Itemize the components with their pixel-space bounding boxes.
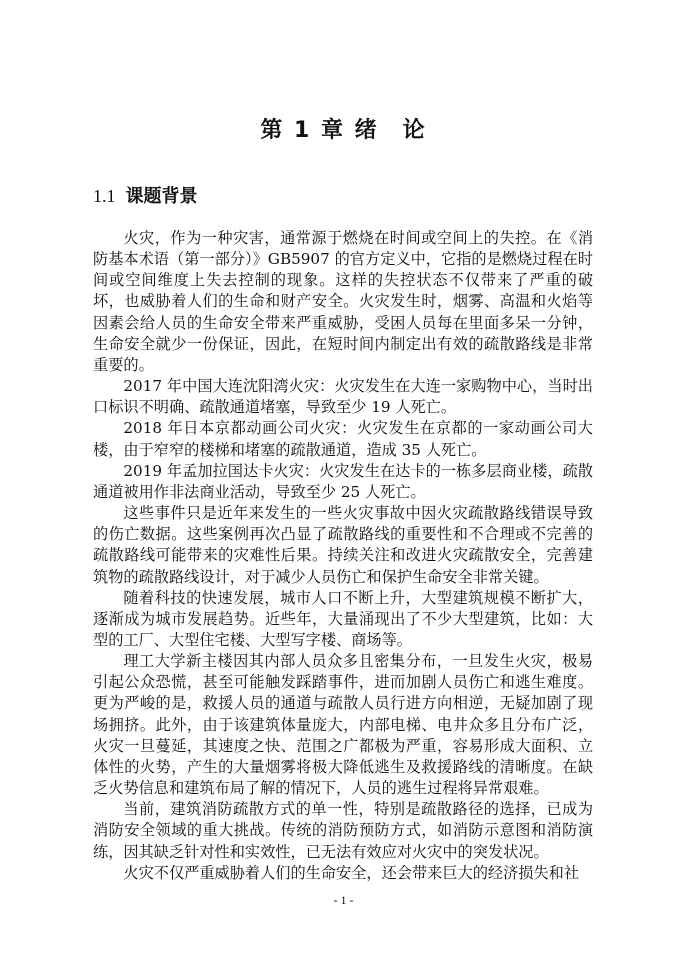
paragraph-urban-development: 随着科技的快速发展，城市人口不断上升，大型建筑规模不断扩大，逐渐成为城市发展趋势。近些年，大量涌现出了不少大型建筑，比如：大型的工厂、大型住宅楼、大型写字楼、商场等。: [93, 588, 593, 649]
paragraph-dalian-fire: 2017 年中国大连沈阳湾火灾：火灾发生在大连一家购物中心，当时出口标识不明确、疏散通道堵塞，导致至少 19 人死亡。: [93, 377, 593, 417]
paragraph-economic-loss: 火灾不仅严重威胁着人们的生命安全，还会带来巨大的经济损失和社: [123, 863, 580, 882]
paragraph-fire-definition: 火灾，作为一种灾害，通常源于燃烧在时间或空间上的失控。在《消防基本术语（第一部分）》GB5907 的官方定义中，它指的是燃烧过程在时间或空间维度上失去控制的现象。这样的失控状态不仅带来了严重的破坏，也威胁着人们的生命和财产安全。火灾发生时，烟雾、高温和火焰等因素会给人员的生命安全带来严重威胁，受困人员每在里面多呆一分钟，生命安全就少一份保证，因此，在短时间内制定出有效的疏散路线是非常重要的。: [93, 229, 593, 374]
paragraph-main-building: 理工大学新主楼因其内部人员众多且密集分布，一旦发生火灾，极易引起公众恐慌，甚至可能触发踩踏事件，进而加剧人员伤亡和逃生难度。更为严峻的是，救援人员的通道与疏散人员行进方向相逆，无疑加剧了现场拥挤。此外，由于该建筑体量庞大，内部电梯、电井众多且分布广泛，火灾一旦蔓延，其速度之快、范围之广都极为严重，容易形成大面积、立体性的火势，产生的大量烟雾将极大降低逃生及救援路线的清晰度。在缺乏火势信息和建筑布局了解的情况下，人员的逃生过程将异常艰难。: [93, 652, 593, 798]
section-title: 课题背景: [125, 186, 198, 207]
section-heading: [93, 182, 198, 208]
page-number: - 1 -: [333, 893, 354, 907]
body-text: [93, 228, 593, 884]
paragraph-current-challenges: 当前，建筑消防疏散方式的单一性，特别是疏散路径的选择，已成为消防安全领域的重大挑战。传统的消防预防方式，如消防示意图和消防演练，因其缺乏针对性和实效性，已无法有效应对火灾中的突发状况。: [93, 800, 593, 861]
paragraph-casualty-summary: 这些事件只是近年来发生的一些火灾事故中因火灾疏散路线错误导致的伤亡数据。这些案例再次凸显了疏散路线的重要性和不合理或不完善的疏散路线可能带来的灾难性后果。持续关注和改进火灾疏散安全，完善建筑物的疏散路线设计，对于减少人员伤亡和保护生命安全非常关键。: [93, 504, 593, 586]
chapter-title: 第 1 章 绪 论: [260, 118, 427, 143]
paragraph-kyoto-fire: 2018 年日本京都动画公司火灾：火灾发生在京都的一家动画公司大楼，由于窄窄的楼梯和堵塞的疏散通道，造成 35 人死亡。: [93, 419, 593, 459]
section-number: 1.1: [93, 186, 116, 206]
paragraph-dhaka-fire: 2019 年孟加拉国达卡火灾：火灾发生在达卡的一栋多层商业楼，疏散通道被用作非法商业活动，导致至少 25 人死亡。: [93, 461, 593, 501]
